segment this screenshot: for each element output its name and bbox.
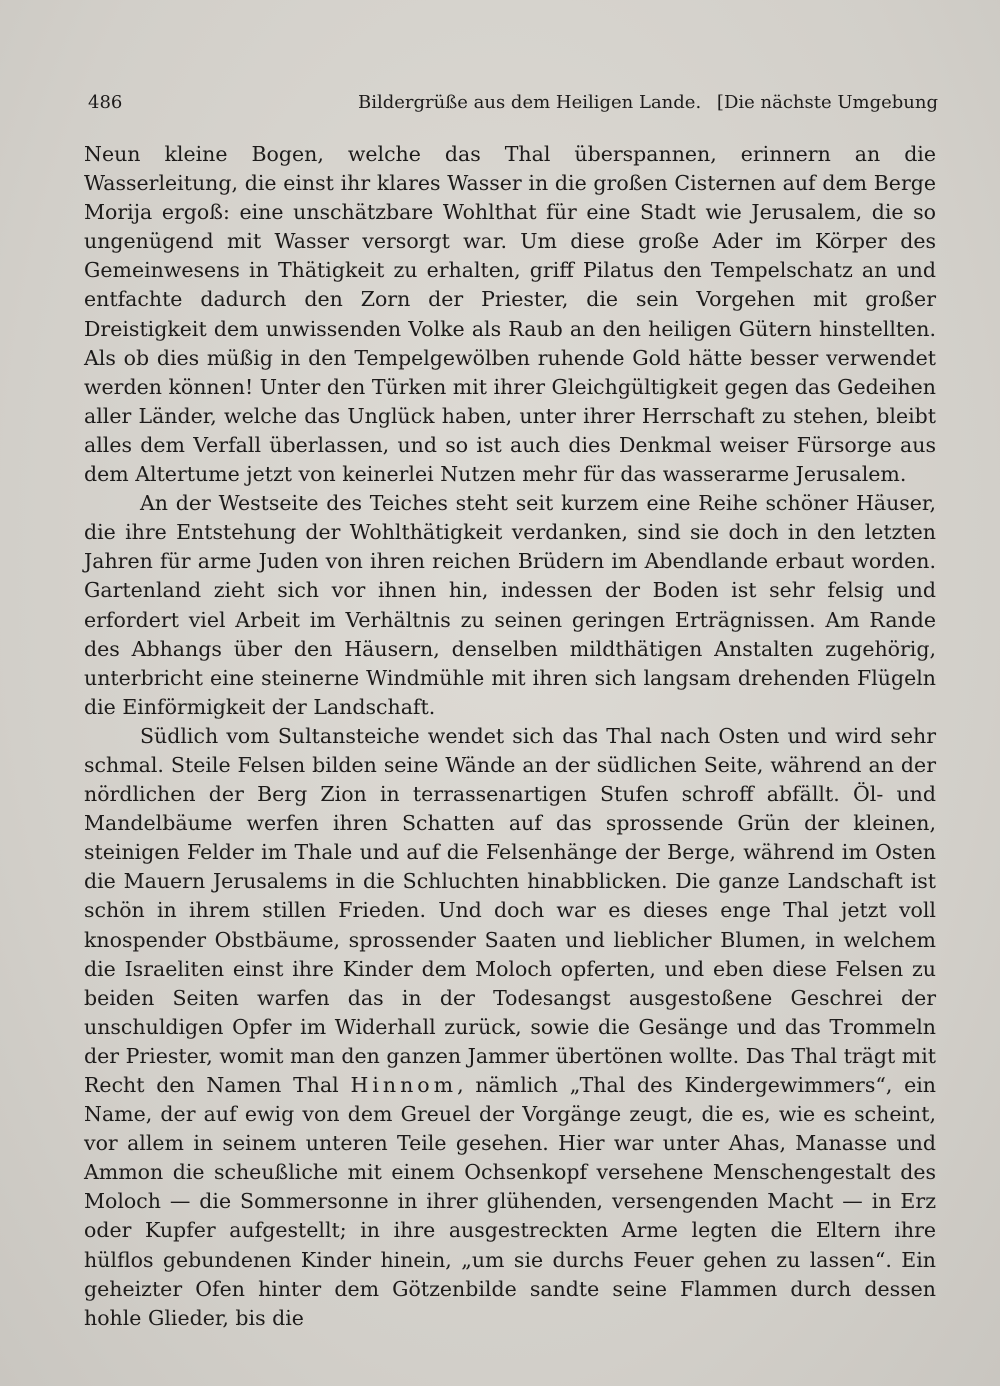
- running-title: Bildergrüße aus dem Heiligen Lande.: [358, 92, 702, 113]
- body-text: [84, 140, 936, 1333]
- paragraph-3-text-before: Südlich vom Sultansteiche wendet sich das Thal nach Osten und wird sehr schmal. Steile Felsen bilden seine Wände an der südlichen Seite, während an der nördlichen der Berg Zion in terrassenartigen Stufen schroff abfällt. Öl- und Mandelbäume werfen ihren Schatten auf das sprossende Grün der kleinen, steinigen Felder im Thale und auf die Felsenhänge der Berge, während im Osten die Mauern Jerusalems in die Schluchten hinabblicken. Die ganze Landschaft ist schön in ihrem stillen Frieden. Und doch war es dieses enge Thal jetzt voll knospender Obstbäume, sprossender Saaten und lieblicher Blumen, in welchem die Israeliten einst ihre Kinder dem Moloch opferten, und eben diese Felsen zu beiden Seiten warfen das in der Todesangst ausgestoßene Geschrei der unschuldigen Opfer im Widerhall zurück, sowie die Gesänge und das Trommeln der Priester, womit man den ganzen Jammer übertönen wollte. Das Thal trägt mit Recht den Namen Thal: [84, 723, 936, 1097]
- paragraph-1: Neun kleine Bogen, welche das Thal überspannen, erinnern an die Wasserleitung, die einst ihr klares Wasser in die großen Cisternen auf dem Berge Morija ergoß: eine unschätzbare Wohlthat für eine Stadt wie Jerusalem, die so ungenügend mit Wasser versorgt war. Um diese große Ader im Körper des Gemeinwesens in Thätigkeit zu erhalten, griff Pilatus den Tempelschatz an und entfachte dadurch den Zorn der Priester, die sein Vorgehen mit großer Dreistigkeit dem unwissenden Volke als Raub an den heiligen Gütern hinstellten. Als ob dies müßig in den Tempelgewölben ruhende Gold hätte besser verwendet werden können! Unter den Türken mit ihrer Gleichgültigkeit gegen das Gedeihen aller Länder, welche das Unglück haben, unter ihrer Herrschaft zu stehen, bleibt alles dem Verfall überlassen, und so ist auch dies Denkmal weiser Fürsorge aus dem Altertume jetzt von keinerlei Nutzen mehr für das wasserarme Jerusalem.: [84, 142, 936, 487]
- paragraph-3: [84, 722, 936, 1333]
- page-number: 486: [88, 92, 123, 113]
- section-title: [Die nächste Umgebung: [716, 92, 938, 113]
- paragraph-3-text-after: , nämlich „Thal des Kindergewimmers“, ein Name, der auf ewig von dem Greuel der Vorgänge zeugt, die es, wie es scheint, vor allem in seinem unteren Teile gesehen. Hier war unter Ahas, Manasse und Ammon die scheußliche mit einem Ochsenkopf versehene Menschengestalt des Moloch — die Sommersonne in ihrer glühenden, versengenden Macht — in Erz oder Kupfer aufgestellt; in ihre ausgestreckten Arme legten die Eltern ihre hülflos gebundenen Kinder hinein, „um sie durchs Feuer gehen zu lassen“. Ein geheizter Ofen hinter dem Götzenbilde sandte seine Flammen durch dessen hohle Glieder, bis die: [84, 1073, 936, 1330]
- place-name-emphasis: Hinnom: [350, 1073, 458, 1097]
- running-head: [88, 92, 938, 122]
- paragraph-2: An der Westseite des Teiches steht seit kurzem eine Reihe schöner Häuser, die ihre Entstehung der Wohlthätigkeit verdanken, sind sie doch in den letzten Jahren für arme Juden von ihren reichen Brüdern im Abendlande erbaut worden. Gartenland zieht sich vor ihnen hin, indessen der Boden ist sehr felsig und erfordert viel Arbeit im Verhältnis zu seinen geringen Erträgnissen. Am Rande des Abhangs über den Häusern, denselben mildthätigen Anstalten zugehörig, unterbricht eine steinerne Windmühle mit ihren sich langsam drehenden Flügeln die Einförmigkeit der Landschaft.: [84, 491, 936, 719]
